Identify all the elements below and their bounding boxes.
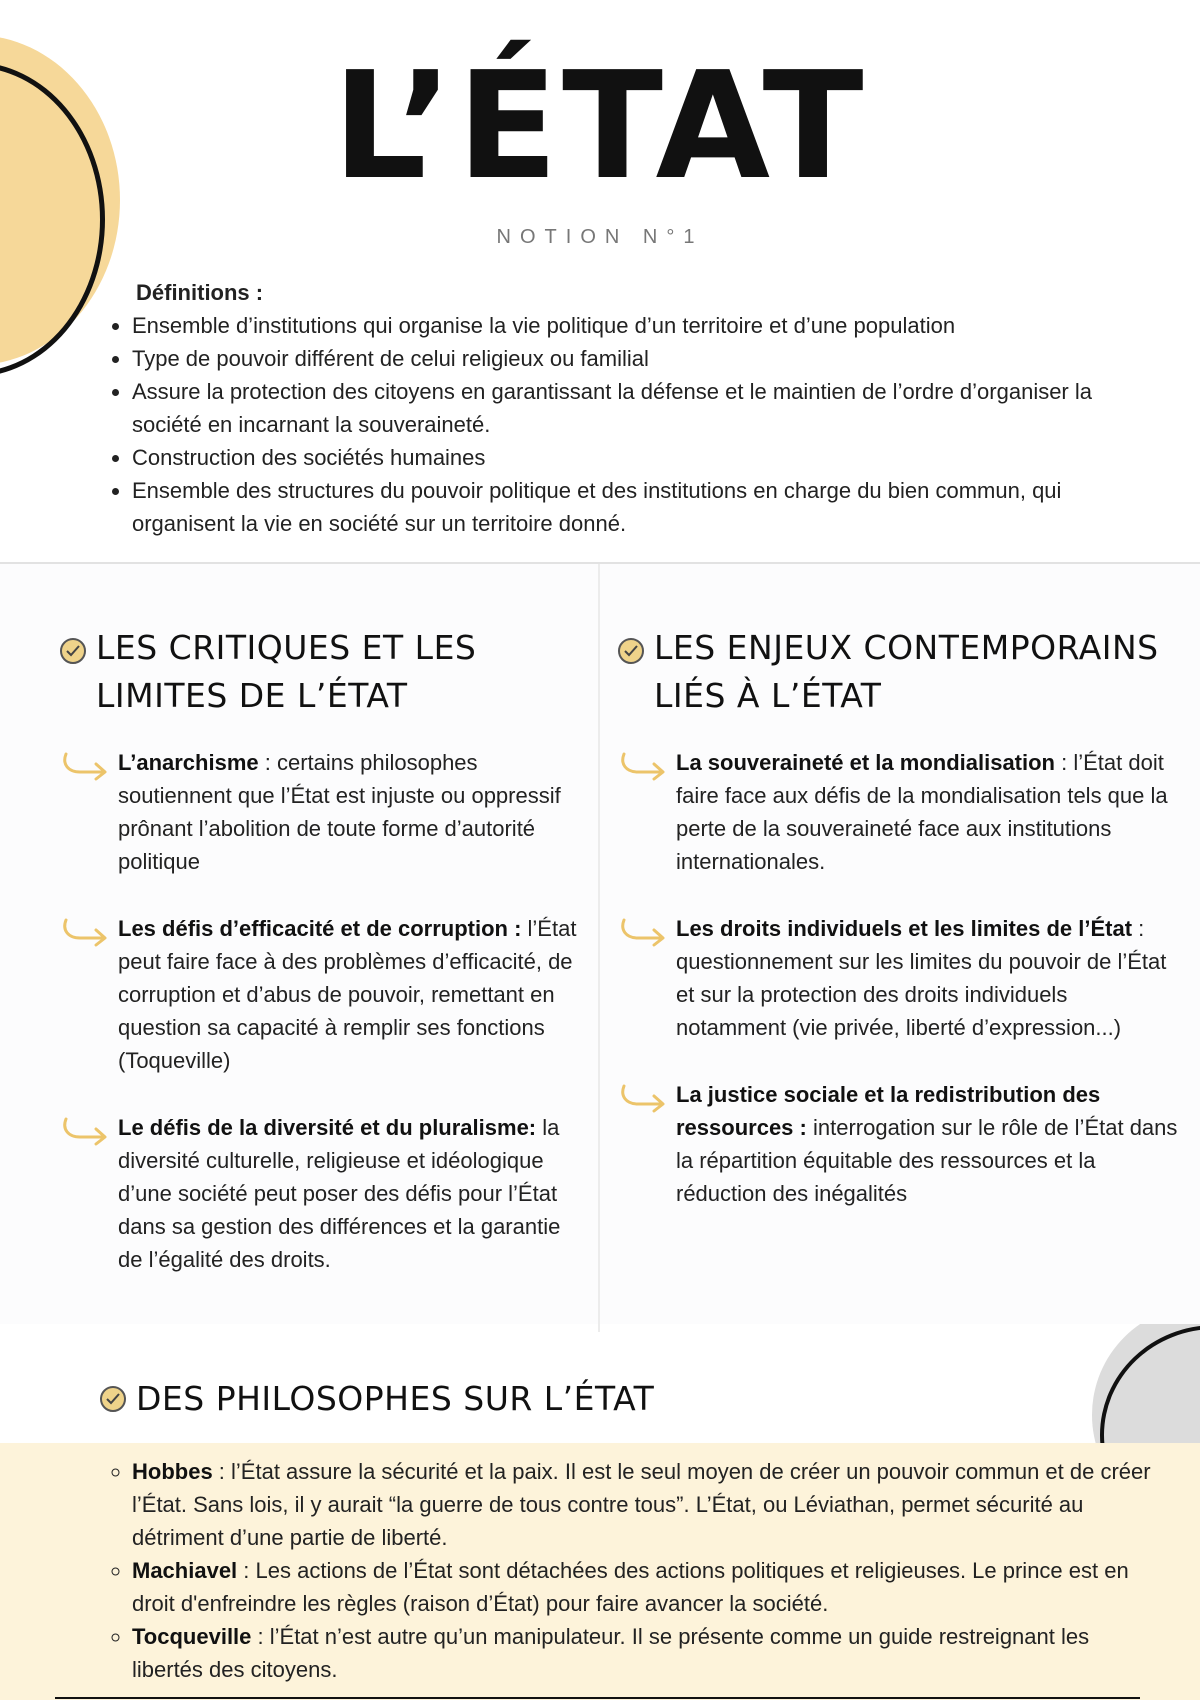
check-badge-icon (60, 638, 86, 664)
item-bold: La justice sociale et la redistribution des ressources : (676, 1082, 1101, 1140)
page-title: L’ÉTAT (332, 40, 868, 212)
philosopher-item (132, 1455, 1152, 1554)
philosopher-name: Hobbes (132, 1459, 213, 1484)
definition-item: • Ensemble d’institutions qui organise la vie politique d’un territoire et d’une population (132, 309, 1160, 342)
list-item (618, 1078, 1178, 1210)
item-bold: Les droits individuels et les limites de l’État (676, 916, 1133, 941)
item-bold: Les défis d’efficacité et de corruption : (118, 916, 522, 941)
item-text: interrogation sur le rôle de l’État dans la répartition équitable des ressources et la réduction des inégalités (676, 1115, 1178, 1206)
page-subtitle: NOTION N°1 (496, 226, 704, 248)
item-bold: Le défis de la diversité et du pluralisme: (118, 1115, 537, 1140)
enjeux-section (618, 624, 1178, 1244)
column-divider (598, 564, 600, 1332)
item-text: l’État peut faire face à des problèmes d’efficacité, de corruption et d’abus de pouvoir, remettant en question sa capacité à remplir ses fonctions (Toqueville) (118, 916, 577, 1073)
list-item (618, 912, 1178, 1044)
definition-item: • Type de pouvoir différent de celui religieux ou familial (132, 342, 1160, 375)
enjeux-title: LES ENJEUX CONTEMPORAINS LIÉS À L’ÉTAT (654, 628, 1159, 715)
philosophers-title: DES PHILOSOPHES SUR L’ÉTAT (136, 1379, 655, 1418)
philosopher-text: : Les actions de l’État sont détachées des actions politiques et religieuses. Le prince est en droit d'enfreindre les règles (raison d’État) pour faire avancer la société. (132, 1558, 1129, 1616)
curved-arrow-icon (60, 1115, 110, 1148)
philosopher-name: Machiavel (132, 1558, 238, 1583)
critiques-section (60, 624, 580, 1310)
check-badge-icon (100, 1386, 126, 1412)
check-badge-icon (618, 638, 644, 664)
philosopher-item (132, 1620, 1152, 1686)
list-item (618, 746, 1178, 878)
item-text: : questionnement sur les limites du pouvoir de l’État et sur la protection des droits individuels notamment (vie privée, liberté d’expression...) (676, 916, 1167, 1040)
item-bold: L’anarchisme (118, 750, 259, 775)
bottom-rule (55, 1697, 1140, 1699)
philosopher-item (132, 1554, 1152, 1620)
critiques-title: LES CRITIQUES ET LES LIMITES DE L’ÉTAT (96, 628, 477, 715)
item-text: : certains philosophes soutiennent que l’État est injuste ou oppressif prônant l’abolition de toute forme d’autorité politique (118, 750, 561, 874)
section-divider (0, 562, 1200, 564)
definition-item: • Construction des sociétés humaines (132, 441, 1160, 474)
definition-item: • Ensemble des structures du pouvoir politique et des institutions en charge du bien commun, qui organisent la vie en société sur un territoire donné. (132, 474, 1160, 540)
curved-arrow-icon (60, 750, 110, 783)
list-item (60, 912, 580, 1077)
curved-arrow-icon (60, 916, 110, 949)
item-text: la diversité culturelle, religieuse et idéologique d’une société peut poser des défis pour l’État dans sa gestion des différences et la garantie de l’égalité des droits. (118, 1115, 561, 1272)
curved-arrow-icon (618, 1082, 668, 1115)
curved-arrow-icon (618, 916, 668, 949)
philosopher-name: Tocqueville (132, 1624, 252, 1649)
list-item (60, 746, 580, 878)
definitions-list (100, 309, 1160, 540)
item-bold: La souveraineté et la mondialisation (676, 750, 1055, 775)
philosophers-list (100, 1455, 1152, 1686)
definitions-heading: Définitions : (136, 280, 264, 305)
definitions-block (100, 276, 1160, 540)
philosophers-heading (100, 1375, 654, 1423)
definition-item: • Assure la protection des citoyens en garantissant la défense et le maintien de l’ordre d’organiser la société en incarnant la souveraineté. (132, 375, 1160, 441)
philosopher-text: : l’État n’est autre qu’un manipulateur. Il se présente comme un guide restreignant les libertés des citoyens. (132, 1624, 1090, 1682)
item-text: : l’État doit faire face aux défis de la mondialisation tels que la perte de la souveraineté face aux institutions internationales. (676, 750, 1168, 874)
philosopher-text: : l’État assure la sécurité et la paix. Il est le seul moyen de créer un pouvoir commun et de créer l’État. Sans lois, il y aurait “la guerre de tous contre tous”. L’État, ou Léviathan, permet sécurité au détriment d’une partie de liberté. (132, 1459, 1151, 1550)
curved-arrow-icon (618, 750, 668, 783)
list-item (60, 1111, 580, 1276)
